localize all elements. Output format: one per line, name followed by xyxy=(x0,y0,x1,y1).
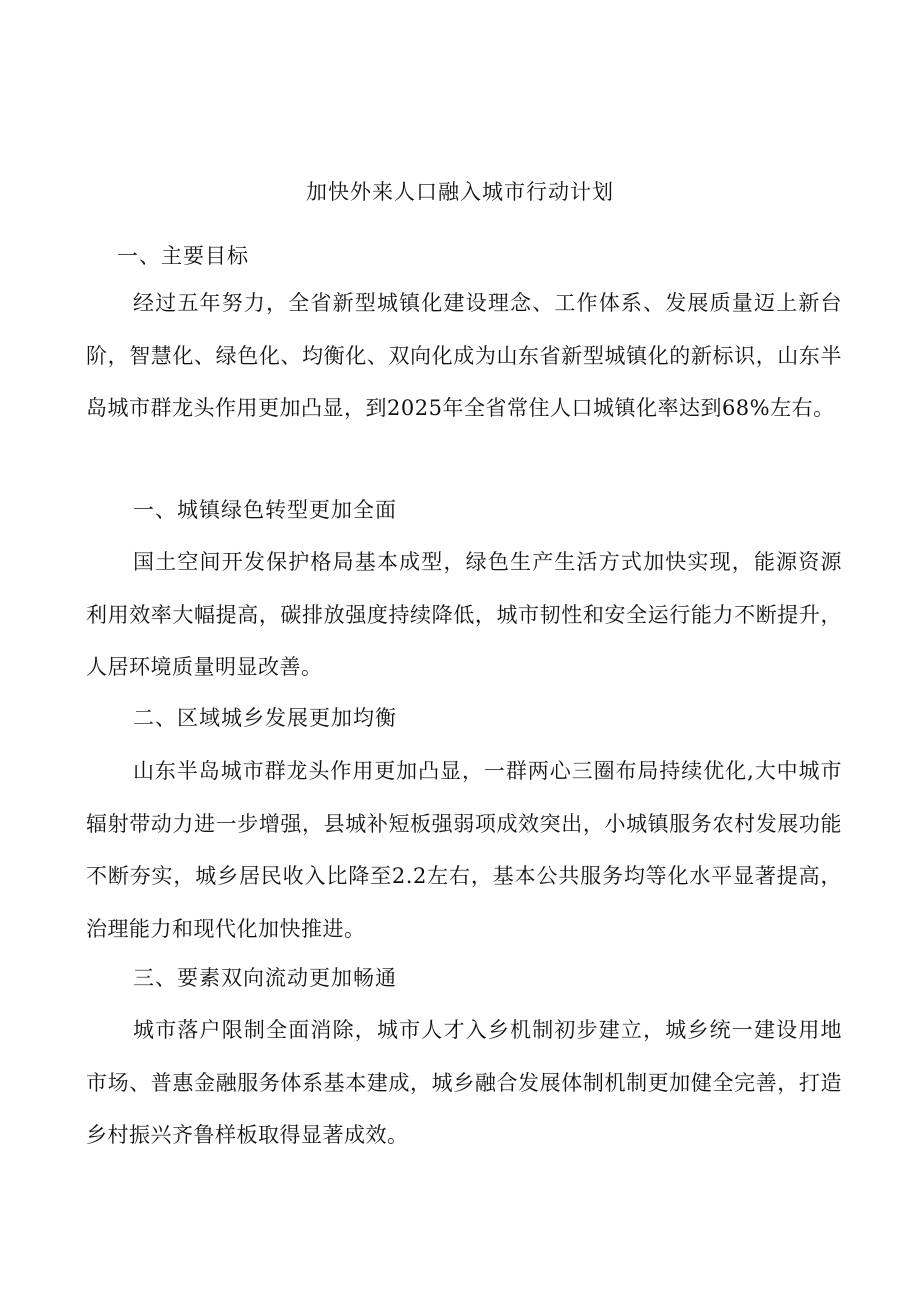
section-paragraph-regional-balance xyxy=(86,745,842,955)
section-heading-factor-flow: 三、要素双向流动更加畅通 xyxy=(133,966,397,990)
paragraph-text: 经过五年努力，全省新型城镇化建设理念、工作体系、发展质量迈上新台阶，智慧化、绿色化、均衡化、双向化成为山东省新型城镇化的新标识，山东半岛城市群龙头作用更加凸显，到2025年全省常住人口城镇化率达到68%左右。 xyxy=(86,291,842,420)
section-heading-green-transition: 一、城镇绿色转型更加全面 xyxy=(133,498,397,522)
section-paragraph-factor-flow xyxy=(86,1004,842,1162)
section-heading-regional-balance: 二、区域城乡发展更加均衡 xyxy=(133,706,397,730)
paragraph-text: 城市落户限制全面消除，城市人才入乡机制初步建立，城乡统一建设用地市场、普惠金融服务体系基本建成，城乡融合发展体制机制更加健全完善，打造乡村振兴齐鲁样板取得显著成效。 xyxy=(86,1018,842,1147)
paragraph-text: 山东半岛城市群龙头作用更加凸显，一群两心三圈布局持续优化,大中城市辐射带动力进一步增强，县城补短板强弱项成效突出，小城镇服务农村发展功能不断夯实，城乡居民收入比降至2.2左右，基本公共服务均等化水平显著提高，治理能力和现代化加快推进。 xyxy=(86,759,842,941)
paragraph-text: 国土空间开发保护格局基本成型，绿色生产生活方式加快实现，能源资源利用效率大幅提高，碳排放强度持续降低，城市韧性和安全运行能力不断提升，人居环境质量明显改善。 xyxy=(86,550,842,679)
section-paragraph-green-transition xyxy=(86,536,842,694)
section-heading-main-goals: 一、主要目标 xyxy=(117,244,249,268)
document-title: 加快外来人口融入城市行动计划 xyxy=(306,180,614,204)
section-paragraph-main-goals xyxy=(86,277,842,435)
